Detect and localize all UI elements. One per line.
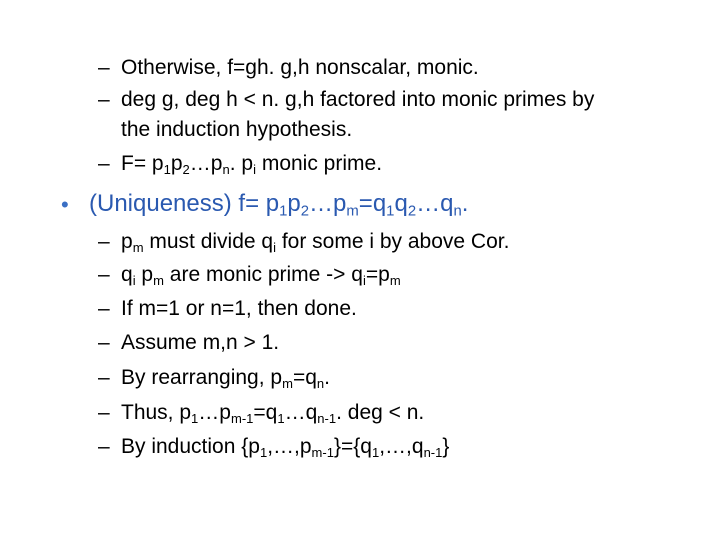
subscript: m	[282, 375, 293, 391]
dash-marker: –	[98, 401, 110, 424]
subscript: 1	[279, 203, 288, 220]
sub-item-5: By rearranging, $p_m=q_n$.	[121, 366, 330, 391]
subscript: 1	[277, 410, 285, 426]
sub-item-6: Thus, $p_1\dots p_{m-1}=q_1\dots q_{n-1}$. deg < n.	[121, 401, 425, 426]
dash-marker: –	[98, 331, 110, 354]
subscript: i	[362, 272, 366, 288]
subscript: n-1	[317, 410, 337, 426]
sub-item-4: Assume m,n > 1.	[121, 331, 280, 354]
uniqueness-bullet: (Uniqueness) $f= p_1p_2\dots p_m=q_1q_2\dots q_n$.	[89, 190, 469, 220]
subscript: 1	[386, 203, 395, 220]
subscript: n	[222, 161, 230, 177]
top-item-3: $F= p_1p_2\dots p_n$. $p_i$ monic prime.	[121, 152, 383, 177]
dash-marker: –	[98, 88, 110, 111]
subscript: m-1	[311, 444, 334, 460]
subscript: i	[273, 239, 276, 255]
subscript: m	[153, 272, 164, 288]
sub-item-2: $q_i$ $p_m$ are monic prime -> $q_i=p_m$	[121, 263, 401, 288]
dash-marker: –	[98, 366, 110, 389]
dash-marker: –	[98, 263, 110, 286]
subscript: 2	[407, 203, 417, 220]
subscript: i	[132, 272, 136, 288]
dash-marker: –	[98, 56, 110, 79]
subscript: 2	[182, 161, 190, 177]
subscript: m	[389, 272, 401, 288]
subscript: n	[453, 203, 462, 220]
subscript: n	[316, 375, 325, 391]
dash-marker: –	[98, 435, 110, 458]
subscript: i	[253, 161, 256, 177]
subscript: m	[132, 239, 144, 255]
subscript: 1	[163, 161, 171, 177]
subscript: 1	[371, 444, 380, 460]
top-item-2: deg g, deg h < n. g,h factored into monic primes by	[121, 88, 595, 111]
subscript: 2	[300, 203, 310, 220]
subscript: m-1	[230, 410, 254, 426]
subscript: 1	[191, 410, 199, 426]
sub-item-3: If m=1 or n=1, then done.	[121, 297, 357, 320]
dash-marker: –	[98, 297, 110, 320]
subscript: m	[346, 203, 359, 220]
subscript: n-1	[423, 444, 443, 460]
dash-marker: –	[98, 152, 110, 175]
subscript: 1	[259, 444, 268, 460]
sub-item-1: $p_m$ must divide $q_i$ for some i by above Cor.	[121, 230, 510, 255]
dash-marker: –	[98, 230, 110, 253]
top-item-2-continuation: the induction hypothesis.	[121, 118, 353, 141]
sub-item-7: By induction $\{p_1,\dots,p_{m-1}\}=\{q_1,\dots,q_{n-1}\}$	[121, 435, 450, 460]
bullet-icon: •	[61, 192, 69, 217]
top-item-1: Otherwise, f=gh. g,h nonscalar, monic.	[121, 56, 479, 79]
